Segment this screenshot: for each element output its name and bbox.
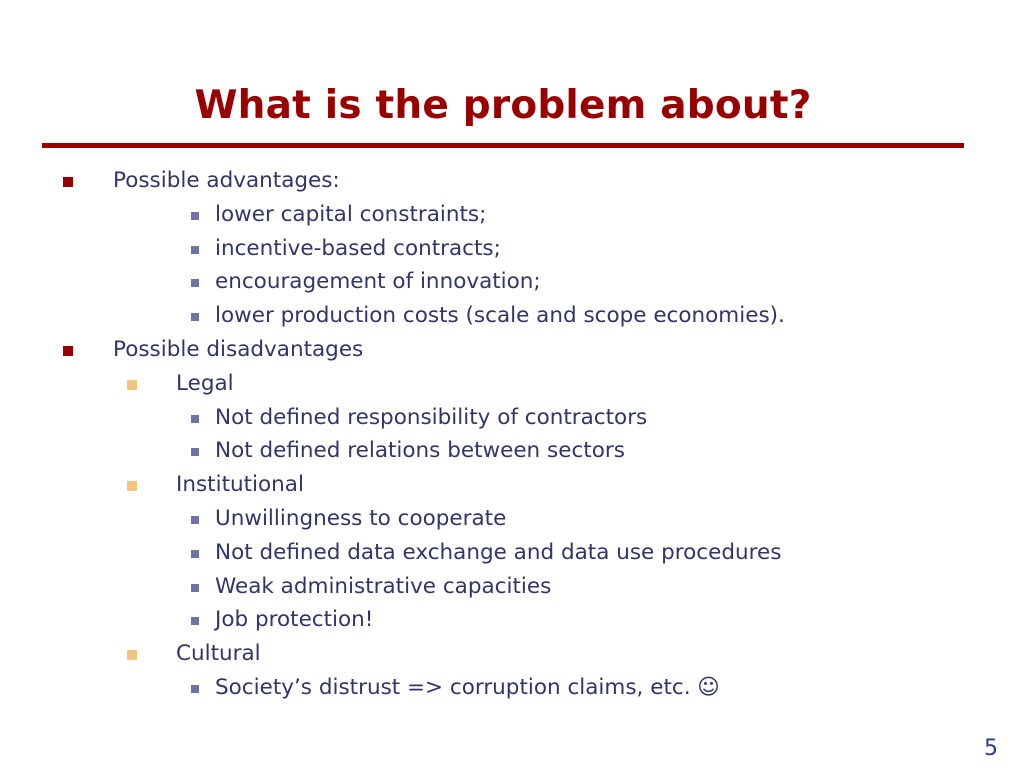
square-bullet-icon xyxy=(63,346,73,356)
slide-title: What is the problem about? xyxy=(194,83,812,128)
bullet-item-level-2 xyxy=(0,367,1024,401)
bullet-text: Unwillingness to cooperate xyxy=(215,506,507,531)
square-bullet-icon xyxy=(191,415,199,423)
title-underline xyxy=(42,143,964,148)
bullet-item-level-3 xyxy=(0,671,1024,705)
bullet-text: Weak administrative capacities xyxy=(215,573,552,599)
bullet-text: Not defined relations between sectors xyxy=(215,438,625,464)
bullet-item-level-1 xyxy=(0,164,1024,198)
bullet-text: Job protection! xyxy=(215,607,374,633)
bullet-text: Not defined responsibility of contractors xyxy=(215,404,648,430)
bullet-text: encouragement of innovation; xyxy=(215,269,541,295)
bullet-item-level-3 xyxy=(0,401,1024,435)
bullet-item-level-3 xyxy=(0,299,1024,333)
bullet-text: Not defined data exchange and data use procedures xyxy=(215,539,782,565)
bullet-item-level-2 xyxy=(0,468,1024,502)
bullet-text: Institutional xyxy=(176,472,304,498)
bullet-text: Society’s distrust => corruption claims, etc. ☺ xyxy=(215,675,720,700)
square-bullet-icon xyxy=(191,584,199,592)
page-number: 5 xyxy=(984,736,998,761)
square-bullet-icon xyxy=(191,279,199,287)
bullet-text: Cultural xyxy=(176,641,261,667)
bullet-item-level-2 xyxy=(0,637,1024,671)
bullet-item-level-3 xyxy=(0,502,1024,536)
bullet-item-level-3 xyxy=(0,570,1024,604)
square-bullet-icon xyxy=(191,448,199,456)
bullet-item-level-3 xyxy=(0,536,1024,570)
square-bullet-icon xyxy=(191,550,199,558)
square-bullet-icon xyxy=(63,177,73,187)
bullet-text: lower capital constraints; xyxy=(215,201,487,227)
bullet-item-level-3 xyxy=(0,603,1024,637)
bullet-text: Possible advantages: xyxy=(113,168,340,193)
bullet-item-level-3 xyxy=(0,232,1024,266)
bullet-item-level-3 xyxy=(0,198,1024,232)
square-bullet-icon xyxy=(191,212,199,220)
bullet-text: lower production costs (scale and scope economies). xyxy=(215,303,785,329)
square-bullet-icon xyxy=(127,481,137,491)
bullet-item-level-3 xyxy=(0,434,1024,468)
square-bullet-icon xyxy=(191,246,199,254)
bullet-item-level-3 xyxy=(0,265,1024,299)
bullet-text: Legal xyxy=(176,370,234,396)
square-bullet-icon xyxy=(191,617,199,625)
square-bullet-icon xyxy=(191,313,199,321)
square-bullet-icon xyxy=(127,650,137,660)
square-bullet-icon xyxy=(127,380,137,390)
bullet-text: incentive-based contracts; xyxy=(215,235,501,261)
bullet-item-level-1 xyxy=(0,333,1024,367)
square-bullet-icon xyxy=(191,685,199,693)
square-bullet-icon xyxy=(191,516,199,524)
bullet-text: Possible disadvantages xyxy=(113,337,364,362)
